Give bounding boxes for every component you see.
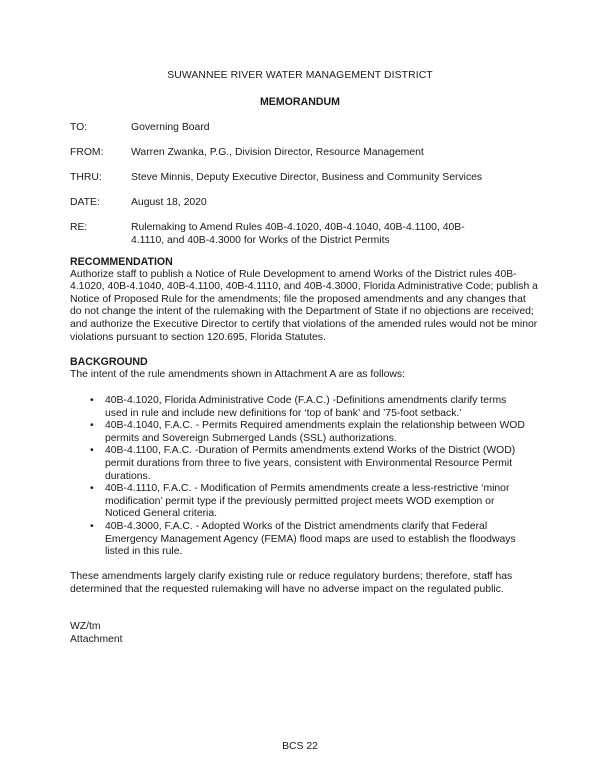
from-value: Warren Zwanka, P.G., Division Director, Resource Management [131, 147, 424, 158]
list-item: • 40B-4.1020, Florida Administrative Code (F.A.C.) -Definitions amendments clarify terms used in rule and include new definitions for ‘top of bank’ and ’75-foot setback.’ [90, 395, 507, 419]
header-date [70, 196, 540, 209]
author-initials: WZ/tm [70, 621, 101, 632]
to-label: TO: [70, 122, 88, 133]
date-label: DATE: [70, 197, 100, 208]
organization-name: SUWANNEE RIVER WATER MANAGEMENT DISTRICT [167, 70, 433, 81]
list-item: • 40B-4.1110, F.A.C. - Modification of Permits amendments create a less-restrictive ‘minor modification’ permit type if the previously permitted project meets WOD exemption or Noticed General criteria. [90, 483, 510, 520]
background-section [70, 356, 540, 381]
list-item: • 40B-4.1100, F.A.C. -Duration of Permits amendments extend Works of the District (WOD) permit durations from three to five years, consistent with Environmental Resource Permit durations. [90, 445, 516, 482]
thru-label: THRU: [70, 172, 102, 183]
recommendation-section [70, 256, 540, 344]
header-to [70, 121, 540, 134]
date-value: August 18, 2020 [131, 197, 207, 208]
list-item: • 40B-4.3000, F.A.C. - Adopted Works of the District amendments clarify that Federal Emergency Management Agency (FEMA) flood maps are used to establish the floodways listed in this rule. [90, 520, 516, 558]
page-footer: BCS 22 [282, 741, 318, 752]
background-title: BACKGROUND [70, 356, 148, 368]
re-value: Rulemaking to Amend Rules 40B-4.1020, 40B-4.1040, 40B-4.1100, 40B-4.1110, and 40B-4.3000 for Works of the District Permits [131, 222, 465, 246]
bullet-icon: • [90, 483, 94, 495]
background-list [86, 395, 526, 559]
closing-paragraph: These amendments largely clarify existing rule or reduce regulatory burdens; therefore, staff has determined that the requested rulemaking will have no adverse impact on the regulated public. [70, 571, 513, 595]
memo-title: MEMORANDUM [259, 96, 341, 108]
header-from [70, 146, 540, 159]
header-re [70, 221, 470, 247]
recommendation-title: RECOMMENDATION [70, 256, 173, 268]
background-intro: The intent of the rule amendments shown in Attachment A are as follows: [70, 368, 405, 380]
list-item: • 40B-4.1040, F.A.C. - Permits Required amendments explain the relationship between WOD permits and Sovereign Submerged Lands (SSL) authorizations. [90, 420, 525, 444]
bullet-icon: • [90, 395, 94, 406]
thru-value: Steve Minnis, Deputy Executive Director, Business and Community Services [131, 172, 483, 183]
from-label: FROM: [70, 147, 104, 158]
bullet-icon: • [90, 520, 94, 532]
bullet-icon: • [90, 445, 94, 457]
attachment-label: Attachment [70, 634, 123, 645]
header-thru [70, 171, 540, 184]
re-label: RE: [70, 222, 88, 233]
bullet-icon: • [90, 420, 94, 432]
to-value: Governing Board [131, 122, 210, 133]
recommendation-body: Authorize staff to publish a Notice of Rule Development to amend Works of the District rules 40B-4.1020, 40B-4.1040, 40B-4.1100, 40B-4.1110, and 40B-4.3000, Florida Administrative Code; publish a Notice of Proposed Rule for the amendments; file the proposed amendments and any changes that do not change the intent of the rulemaking with the Department of State if no objections are received; and authorize the Executive Director to certify that violations of the amended rules would not be minor violations pursuant to section 120.695, Florida Statutes. [70, 268, 538, 343]
